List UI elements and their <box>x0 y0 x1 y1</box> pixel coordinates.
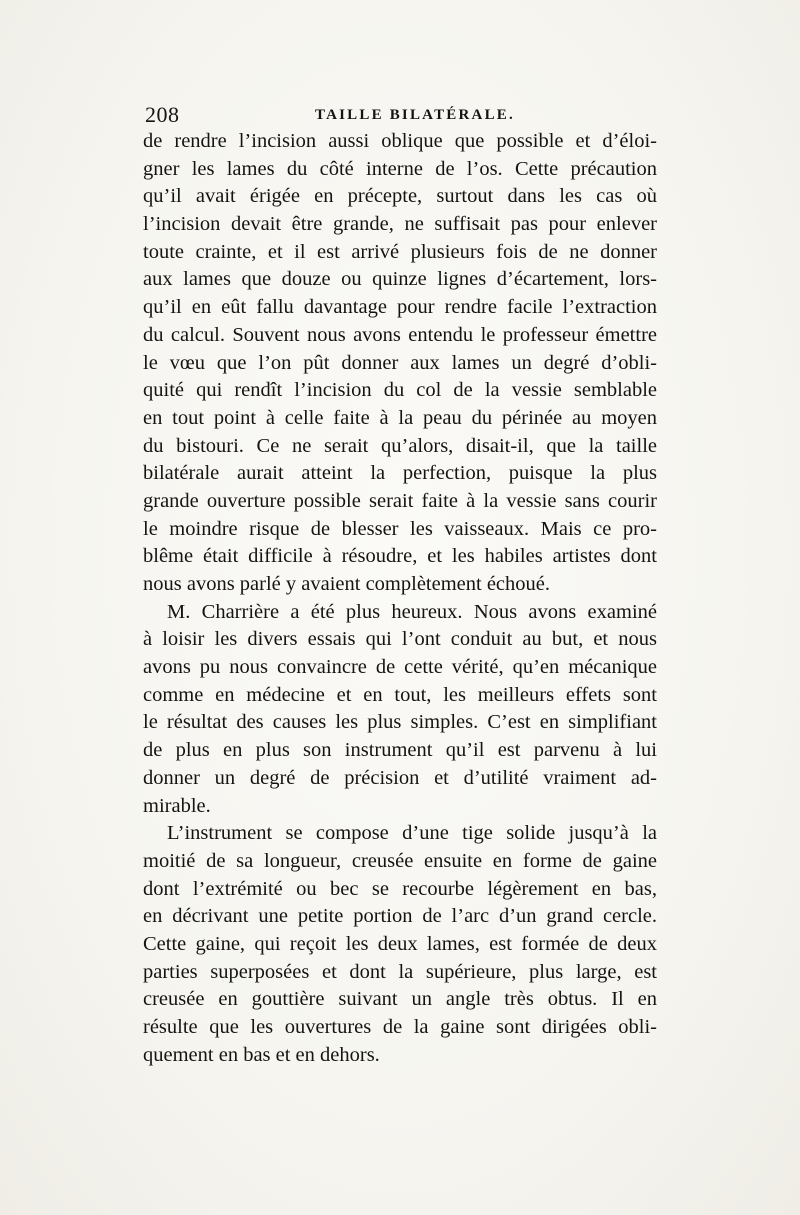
text-line: le résultat des causes les plus simples. C’est en simplifiant <box>143 711 657 734</box>
text-line: moitié de sa longueur, creusée ensuite en forme de gaine <box>143 849 657 872</box>
text-line: le moindre risque de blesser les vaisseaux. Mais ce pro- <box>143 517 657 540</box>
text-line: en décrivant une petite portion de l’arc d’un grand cercle. <box>143 905 657 928</box>
text-line: l’incision devait être grande, ne suffisait pas pour enlever <box>143 213 657 236</box>
text-line: dont l’extrémité ou bec se recourbe légèrement en bas, <box>143 877 657 900</box>
text-line: qu’il en eût fallu davantage pour rendre facile l’extraction <box>143 296 657 319</box>
text-line: de plus en plus son instrument qu’il est parvenu à lui <box>143 739 657 762</box>
text-line: Cette gaine, qui reçoit les deux lames, est formée de deux <box>143 932 657 955</box>
text-line: M. Charrière a été plus heureux. Nous avons examiné <box>167 600 657 623</box>
text-line: résulte que les ouvertures de la gaine sont dirigées obli- <box>143 1016 657 1038</box>
text-line: du bistouri. Ce ne serait qu’alors, disait-il, que la taille <box>143 434 657 457</box>
text-line: en tout point à celle faite à la peau du périnée au moyen <box>143 406 657 429</box>
text-line: aux lames que douze ou quinze lignes d’écartement, lors- <box>143 268 657 291</box>
text-line: grande ouverture possible serait faite à la vessie sans courir <box>143 489 657 512</box>
text-line: comme en médecine et en tout, les meilleurs effets sont <box>143 683 657 706</box>
running-head <box>145 102 657 130</box>
text-line: du calcul. Souvent nous avons entendu le professeur émettre <box>143 323 657 346</box>
paragraph-3 <box>143 820 657 1069</box>
text-line: nous avons parlé y avaient complètement échoué. <box>143 573 551 595</box>
text-line: avons pu nous convaincre de cette vérité, qu’en mécanique <box>143 656 657 679</box>
text-line: bilatérale aurait atteint la perfection, puisque la plus <box>143 462 657 485</box>
text-line: le vœu que l’on pût donner aux lames un degré d’obli- <box>143 351 657 374</box>
text-line: donner un degré de précision et d’utilité vraiment ad- <box>143 766 657 789</box>
paragraph-2 <box>143 599 657 821</box>
paragraph-1 <box>143 128 657 599</box>
text-line: quité qui rendît l’incision du col de la vessie semblable <box>143 379 657 402</box>
running-title: TAILLE BILATÉRALE. <box>315 107 515 123</box>
text-line: blême était difficile à résoudre, et les habiles artistes dont <box>143 545 657 568</box>
text-line: parties superposées et dont la supérieure, plus large, est <box>143 960 657 983</box>
text-line: toute crainte, et il est arrivé plusieurs fois de ne donner <box>143 240 657 263</box>
page-number: 208 <box>145 102 180 127</box>
text-line: L’instrument se compose d’une tige solide jusqu’à la <box>167 822 657 845</box>
text-line: creusée en gouttière suivant un angle très obtus. Il en <box>143 988 657 1011</box>
text-line: de rendre l’incision aussi oblique que possible et d’éloi- <box>143 130 657 152</box>
text-line: quement en bas et en dehors. <box>143 1043 380 1066</box>
text-line: qu’il avait érigée en précepte, surtout dans les cas où <box>143 185 657 208</box>
text-line: gner les lames du côté interne de l’os. Cette précaution <box>143 157 657 180</box>
body-text <box>143 128 657 1069</box>
text-line: à loisir les divers essais qui l’ont conduit au but, et nous <box>143 628 657 651</box>
text-line: mirable. <box>143 794 211 817</box>
